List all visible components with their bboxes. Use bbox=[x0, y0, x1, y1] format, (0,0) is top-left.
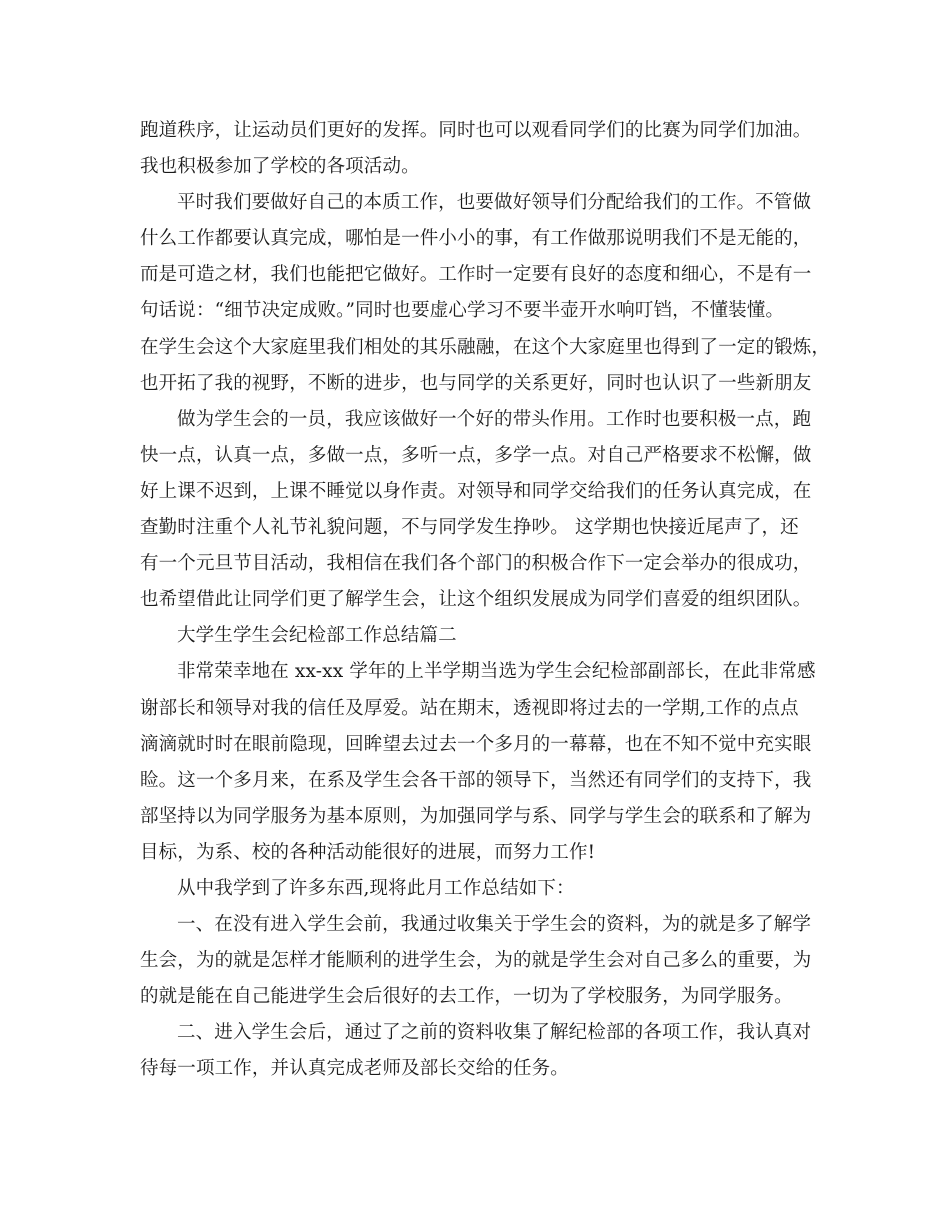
section-heading: 大学生学生会纪检部工作总结篇二 bbox=[177, 625, 457, 647]
paragraph-start-line: 二、进入学生会后，通过了之前的资料收集了解纪检部的各项工作，我认真对 bbox=[177, 1022, 812, 1044]
text-line: 查勤时注重个人礼节礼貌问题，不与同学发生挣吵。 这学期也快接近尾声了，还 bbox=[140, 517, 799, 539]
text-line: 也希望借此让同学们更了解学生会，让这个组织发展成为同学们喜爱的组织团队。 bbox=[140, 589, 812, 611]
text-line: 睑。这一个多月来，在系及学生会各干部的领导下，当然还有同学们的支持下，我 bbox=[140, 769, 812, 791]
text-line: 滴滴就时时在眼前隐现，回眸望去过去一个多月的一幕幕，也在不知不觉中充实眼 bbox=[140, 733, 812, 755]
text-line: 有一个元旦节目活动，我相信在我们各个部门的积极合作下一定会举办的很成功， bbox=[140, 553, 812, 575]
text-line: 也开拓了我的视野，不断的进步，也与同学的关系更好，同时也认识了一些新朋友 bbox=[140, 372, 812, 394]
paragraph-start-line: 一、在没有进入学生会前，我通过收集关于学生会的资料，为的就是多了解学 bbox=[177, 914, 812, 936]
paragraph-start-line: 非常荣幸地在 xx-xx 学年的上半学期当选为学生会纪检部副部长，在此非常感 bbox=[177, 661, 816, 683]
text-line: 好上课不迟到，上课不睡觉以身作责。对领导和同学交给我们的任务认真完成，在 bbox=[140, 480, 812, 502]
text-line: 生会，为的就是怎样才能顺利的进学生会，为的就是学生会对自己多么的重要，为 bbox=[140, 950, 812, 972]
text-line: 句话说：“细节决定成败。”同时也要虚心学习不要半壶开水响叮铛，不懂装懂。 bbox=[140, 300, 785, 322]
text-line: 跑道秩序，让运动员们更好的发挥。同时也可以观看同学们的比赛为同学们加油。 bbox=[140, 120, 812, 141]
text-line: 目标，为系、校的各种活动能很好的进展，而努力工作! bbox=[140, 841, 596, 863]
text-line: 快一点，认真一点，多做一点，多听一点，多学一点。对自己严格要求不松懈，做 bbox=[140, 444, 812, 466]
paragraph-start-line: 做为学生会的一员，我应该做好一个好的带头作用。工作时也要积极一点，跑 bbox=[177, 408, 812, 430]
text-line: 在学生会这个大家庭里我们相处的其乐融融，在这个大家庭里也得到了一定的锻炼， bbox=[140, 336, 831, 358]
text-line: 待每一项工作，并认真完成老师及部长交给的任务。 bbox=[140, 1058, 569, 1080]
text-line: 什么工作都要认真完成，哪怕是一件小小的事，有工作做那说明我们不是无能的， bbox=[140, 228, 812, 250]
text-line: 的就是能在自己能进学生会后很好的去工作，一切为了学校服务，为同学服务。 bbox=[140, 986, 793, 1008]
paragraph-start-line: 从中我学到了许多东西,现将此月工作总结如下： bbox=[177, 877, 575, 899]
text-line: 部坚持以为同学服务为基本原则，为加强同学与系、同学与学生会的联系和了解为 bbox=[140, 805, 812, 827]
document-body bbox=[140, 113, 831, 1088]
text-line: 而是可造之材，我们也能把它做好。工作时一定要有良好的态度和细心，不是有一 bbox=[140, 264, 812, 286]
text-line: 谢部长和领导对我的信任及厚爱。站在期末，透视即将过去的一学期,工作的点点 bbox=[140, 697, 799, 719]
paragraph-start-line: 平时我们要做好自己的本质工作，也要做好领导们分配给我们的工作。不管做 bbox=[177, 192, 812, 214]
text-line: 我也积极参加了学校的各项活动。 bbox=[140, 156, 420, 178]
